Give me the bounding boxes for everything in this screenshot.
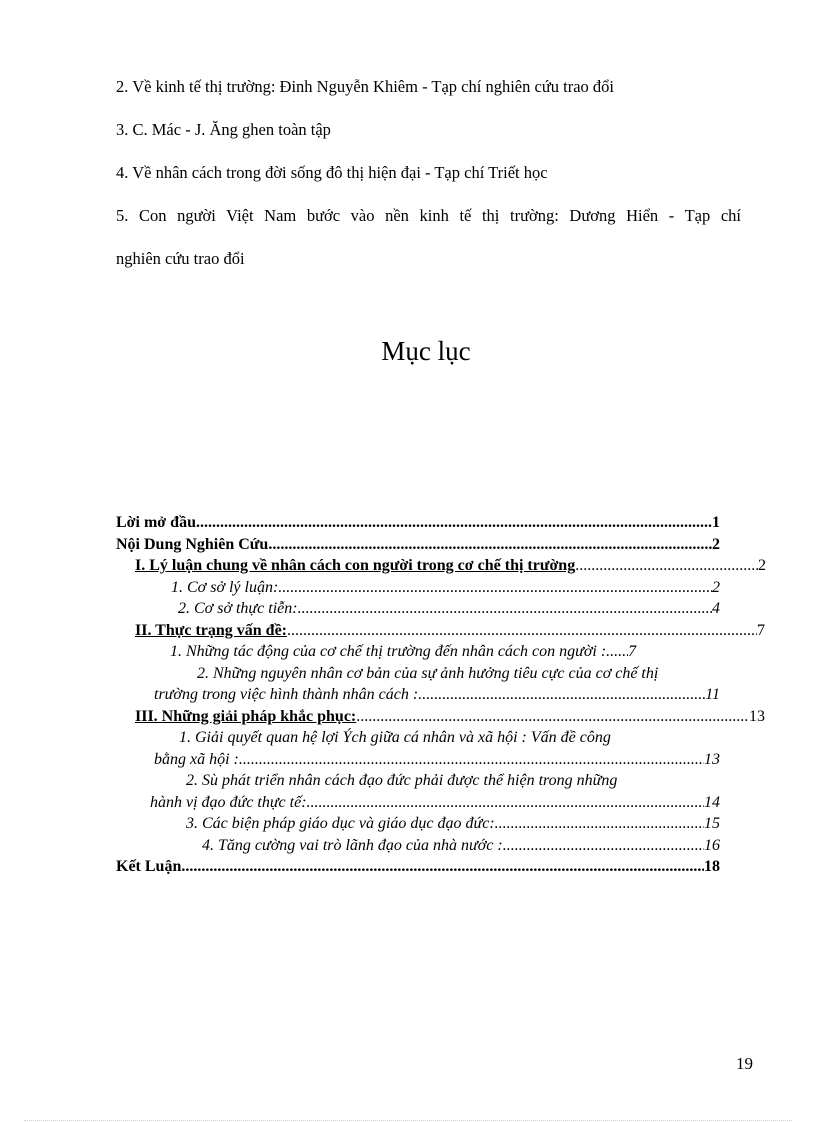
toc-entry-3-3[interactable] [186,813,720,835]
toc-label: 4. Tăng cường vai trò lãnh đạo của nhà nước : [202,836,503,854]
toc-label: bằng xã hội : [154,750,239,768]
toc-leader [356,706,749,728]
toc-leader [575,555,758,577]
toc-leader [181,856,704,878]
toc-leader [495,813,704,835]
toc-leader [298,598,712,620]
page-bottom-divider [24,1120,792,1121]
toc-page: 4 [712,600,720,617]
toc-entry-noi-dung[interactable] [116,534,720,556]
toc-leader [307,792,704,814]
toc-entry-section-2[interactable] [135,620,765,642]
toc-page: 16 [704,836,720,854]
toc-leader [606,641,628,663]
toc-entry-section-3[interactable] [135,706,765,728]
toc-leader [278,577,712,599]
toc-label: III. Những giải pháp khắc phục: [135,707,357,725]
toc-entry-ket-luan[interactable] [116,856,720,878]
reference-item: 3. C. Mác - J. Ăng ghen toàn tập [116,120,331,139]
toc-leader [268,534,712,556]
page-number: 19 [736,1054,753,1073]
toc-label: I. Lý luận chung về nhân cách con người trong cơ chế thị trường [135,557,576,574]
toc-page: 1 [712,514,720,531]
toc-entry-2-2[interactable] [154,684,720,706]
toc-entry-2-1[interactable] [170,641,720,663]
reference-item: 4. Về nhân cách trong đời sống đô thị hiện đại - Tạp chí Triết học [116,163,548,182]
toc-label: II. Thực trạng vấn đề: [135,621,287,639]
toc-page: 2 [712,535,720,553]
toc-entry-1-2[interactable] [178,598,720,620]
toc-page: 7 [628,643,637,660]
toc-entry-3-2-line1: 2. Sù phát triển nhân cách đạo đức phải được thể hiện trong những [186,772,618,789]
reference-item: 5. Con người Việt Nam bước vào nền kinh tế thị trường: Dương Hiển - Tạp chí [116,206,741,225]
toc-label: Kết Luận [116,858,182,875]
toc-entry-1-1[interactable] [171,577,720,599]
toc-page: 14 [704,793,720,811]
toc-label: 2. Cơ sở thực tiễn: [178,600,298,617]
toc-label: hành vị đạo đức thực tế: [150,793,307,811]
toc-page: 7 [757,621,765,639]
toc-entry-loi-mo-dau[interactable] [116,512,720,534]
toc-label: Nội Dung Nghiên Cứu [116,535,269,553]
toc-page: 2 [758,557,766,574]
toc-entry-2-2-line1: 2. Những nguyên nhân cơ bản của sự ảnh hưởng tiêu cực của cơ chế thị [197,664,659,682]
toc-page: 13 [749,707,765,725]
toc-label: trường trong việc hình thành nhân cách : [154,686,419,703]
toc-leader [503,835,704,857]
toc-entry-3-2[interactable] [150,792,720,814]
toc-leader [239,749,704,771]
toc-page: 11 [705,686,720,703]
toc-leader [287,620,757,642]
toc-label: 1. Cơ sở lý luận: [171,578,279,596]
toc-page: 18 [704,858,720,875]
toc-label: Lời mở đầu [116,514,196,531]
toc-page: 13 [704,750,720,768]
toc-label: 3. Các biện pháp giáo dục và giáo dục đạo đức: [186,815,495,832]
toc-leader [196,512,712,534]
toc-entry-3-4[interactable] [202,835,720,857]
toc-entry-3-1-line1: 1. Giải quyết quan hệ lợi Ých giữa cá nhân và xã hội : Vấn đề công [179,729,611,746]
toc-page: 15 [704,815,720,832]
toc-entry-section-1[interactable] [135,555,766,577]
reference-item: 2. Về kinh tế thị trường: Đinh Nguyễn Khiêm - Tạp chí nghiên cứu trao đổi [116,77,614,96]
toc-entry-3-1[interactable] [154,749,720,771]
toc-title: Mục lục [381,336,471,366]
toc-label: 1. Những tác động của cơ chế thị trường đến nhân cách con người : [170,643,607,660]
toc-leader [418,684,705,706]
toc-page: 2 [712,578,720,596]
reference-item: nghiên cứu trao đổi [116,249,245,268]
